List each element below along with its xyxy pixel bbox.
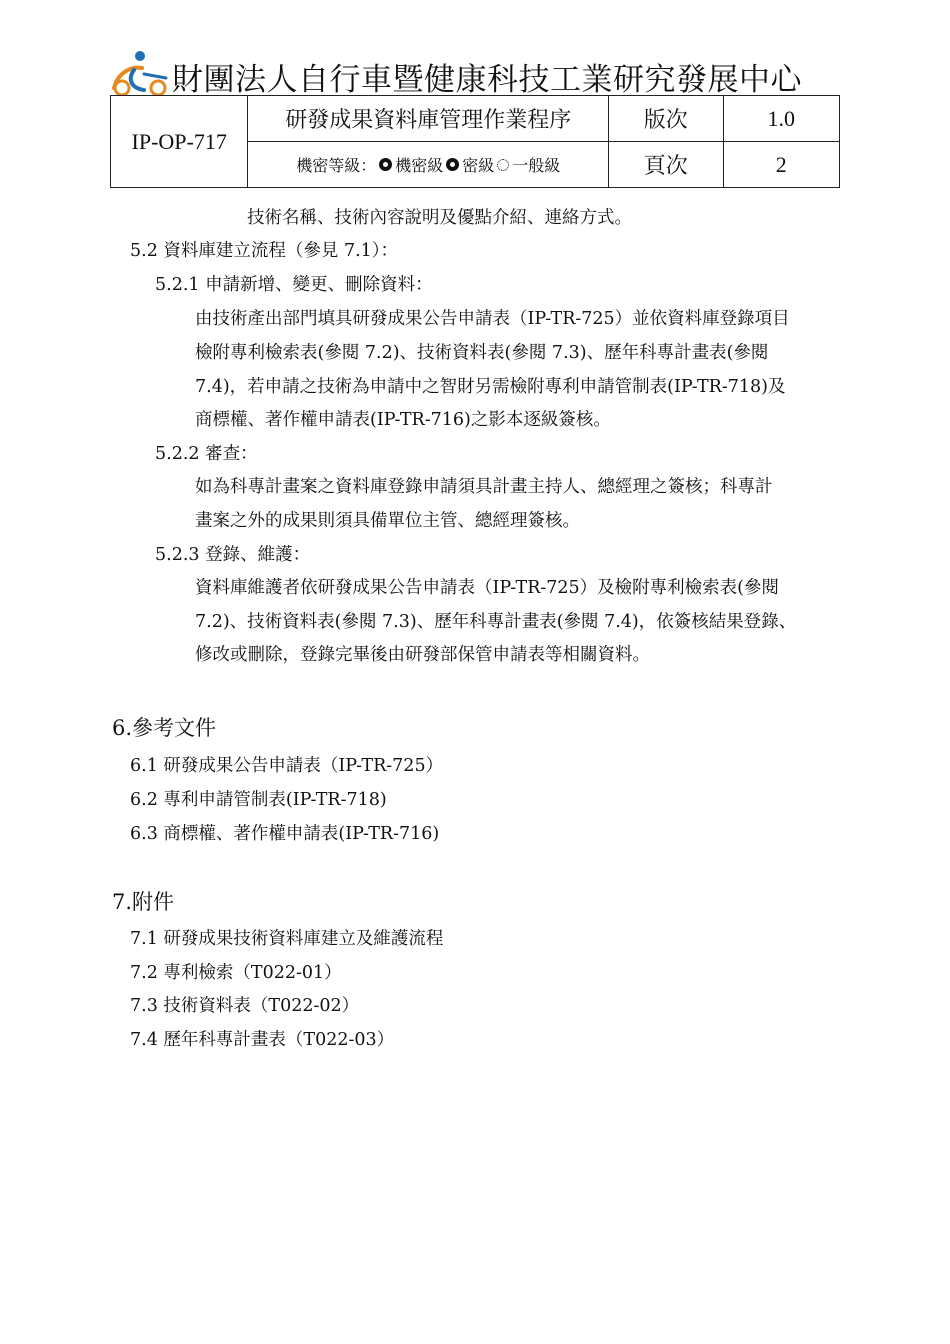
version-value: 1.0 (723, 96, 840, 142)
list-item: 7.1 研發成果技術資料庫建立及維護流程 (130, 929, 444, 949)
list-item: 7.3 技術資料表（T022-02） (130, 996, 360, 1016)
paragraph-line: 7.2)、技術資料表(參閱 7.3)、歷年科專計畫表(參閱 7.4)，依簽核結果登錄、 (195, 612, 797, 632)
version-label: 版次 (609, 96, 723, 142)
section-5-2-heading: 5.2 資料庫建立流程（參見 7.1）： (130, 241, 399, 261)
paragraph-line: 如為科專計畫案之資料庫登錄申請須具計畫主持人、總經理之簽核；科專計 (195, 477, 773, 497)
radio-sun-icon (497, 159, 509, 171)
paragraph-line: 修改或刪除，登錄完畢後由研發部保管申請表等相關資料。 (195, 645, 650, 665)
confidentiality-option: 密級 (462, 156, 495, 175)
section-5-2-1-heading: 5.2.1 申請新增、變更、刪除資料： (155, 275, 433, 295)
paragraph-line: 畫案之外的成果則須具備單位主管、總經理簽核。 (195, 511, 580, 531)
radio-filled-icon (446, 158, 459, 171)
list-item: 6.2 專利申請管制表(IP-TR-718) (130, 790, 387, 810)
paragraph-line: 檢附專利檢索表(參閱 7.2)、技術資料表(參閱 7.3)、歷年科專計畫表(參閱 (195, 343, 769, 363)
section-5-2-3-heading: 5.2.3 登錄、維護： (155, 545, 311, 565)
doc-code: IP-OP-717 (111, 96, 248, 188)
doc-title: 研發成果資料庫管理作業程序 (248, 96, 609, 142)
org-header (108, 44, 848, 96)
section-6-heading: 6.參考文件 (112, 716, 217, 740)
org-name: 財團法人自行車暨健康科技工業研究發展中心 (172, 62, 802, 98)
document-header-table (110, 95, 840, 188)
confidentiality-level (248, 142, 609, 188)
confidentiality-option: 機密級 (395, 156, 444, 175)
paragraph-line: 資料庫維護者依研發成果公告申請表（IP-TR-725）及檢附專利檢索表(參閱 (195, 578, 780, 598)
list-item: 7.4 歷年科專計畫表（T022-03） (130, 1030, 395, 1050)
page-label: 頁次 (609, 142, 723, 188)
logo-icon (108, 48, 174, 96)
section-7-heading: 7.附件 (112, 890, 175, 914)
paragraph-line: 技術名稱、技術內容說明及優點介紹、連絡方式。 (247, 208, 632, 228)
paragraph-line: 7.4)，若申請之技術為申請中之智財另需檢附專利申請管制表(IP-TR-718)及 (195, 377, 786, 397)
section-5-2-2-heading: 5.2.2 審查： (155, 444, 258, 464)
page-value: 2 (723, 142, 840, 188)
radio-filled-icon (379, 158, 392, 171)
paragraph-line: 由技術產出部門填具研發成果公告申請表（IP-TR-725）並依資料庫登錄項目 (195, 309, 790, 329)
list-item: 7.2 專利檢索（T022-01） (130, 963, 342, 983)
list-item: 6.3 商標權、著作權申請表(IP-TR-716) (130, 824, 440, 844)
confidentiality-label: 機密等級： (296, 156, 377, 175)
list-item: 6.1 研發成果公告申請表（IP-TR-725） (130, 756, 444, 776)
confidentiality-option: 一般級 (512, 156, 561, 175)
paragraph-line: 商標權、著作權申請表(IP-TR-716)之影本逐級簽核。 (195, 410, 611, 430)
